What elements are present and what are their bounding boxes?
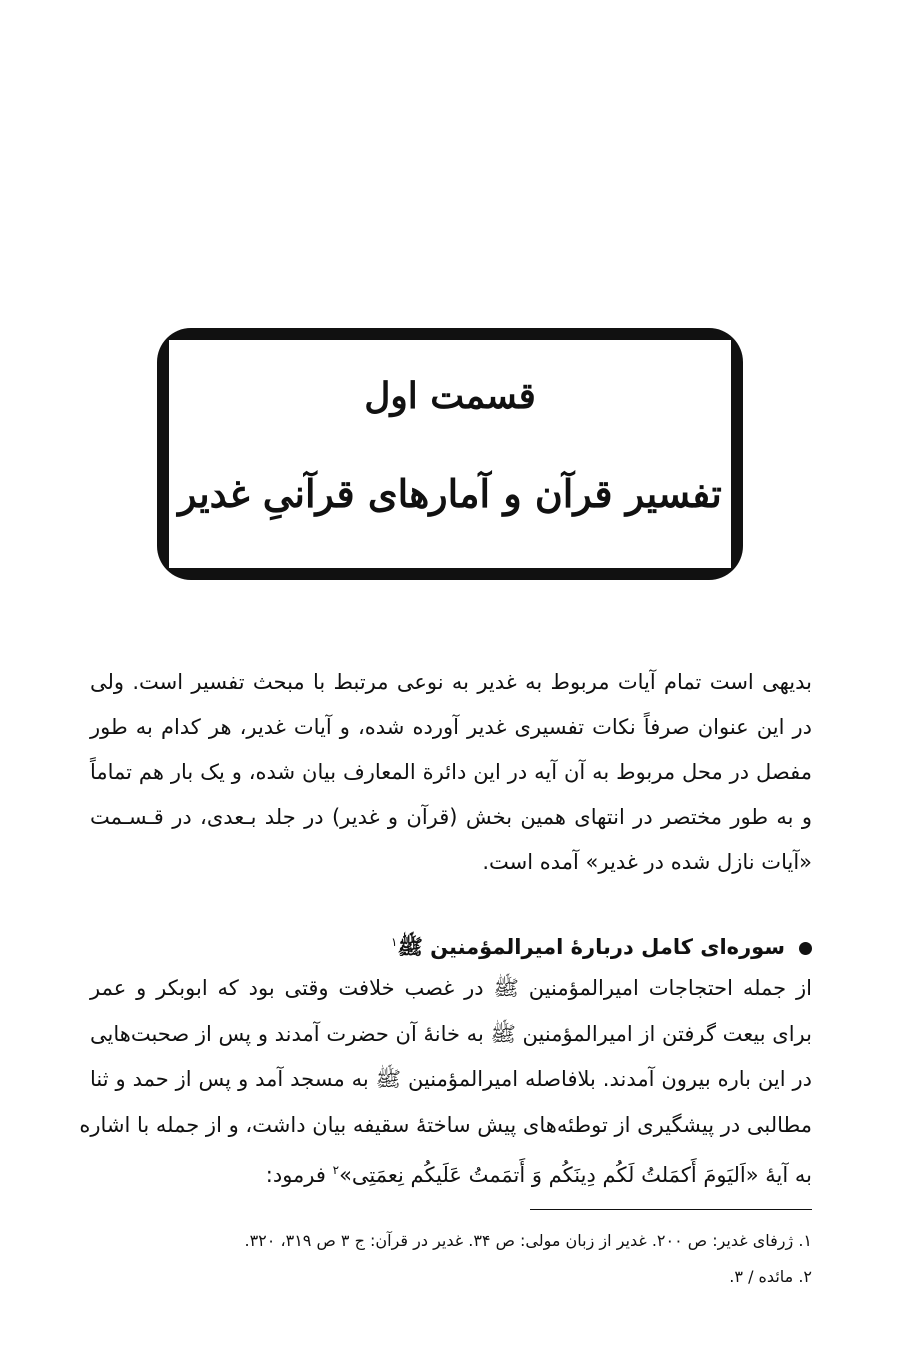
paragraph-line: «آیات نازل شده در غدیر» آمده است. (482, 850, 812, 874)
section-heading-text: سوره‌ای کامل دربارهٔ امیرالمؤمنین ﷺ (397, 935, 785, 959)
paragraph-line: بدیهی است تمام آیات مربوط به غدیر به نوعی مرتبط با مبحث تفسیر است. ولی (90, 670, 812, 694)
part-title: قسمت اول (364, 375, 536, 417)
paragraph-line: از جمله احتجاجات امیرالمؤمنین ﷺ در غصب خلافت وقتی بود که ابوبکر و عمر (90, 976, 812, 1000)
intro-paragraph (90, 660, 812, 885)
paragraph-line: در این باره بیرون آمدند. بلافاصله امیرالمؤمنین ﷺ به مسجد آمد و پس از حمد و ثنا (90, 1067, 812, 1091)
footnote: ٢. مائده / ٣. (729, 1267, 812, 1286)
paragraph-line: و به طور مختصر در انتهای همین بخش (قرآن و غدیر) در جلد بـعدی، در قـسـمت (90, 805, 812, 829)
part-subtitle: تفسیر قرآن و آمارهای قرآنیِ غدیر (178, 471, 722, 516)
footnote: ١. ژرفای غدیر: ص ٢٠٠. غدیر از زبان مولی: ص ٣۴. غدیر در قرآن: ج ٣ ص ٣١٩، ٣٢٠. (244, 1231, 812, 1250)
section-heading (90, 920, 812, 964)
quran-quote: به آیهٔ «اَلیَومَ أَکمَلتُ لَکُم دِینَکُم وَ أَتمَمتُ عَلَیکُم نِعمَتِی» (339, 1163, 812, 1187)
paragraph-line: مفصل در محل مربوط به آن آیه در این دائرة المعارف بیان شده، و یک بار هم تماماً (90, 760, 812, 784)
bullet-icon (799, 942, 812, 955)
footnote-ref: ١ (391, 935, 398, 949)
paragraph-line (90, 1148, 812, 1199)
paragraph-line-end: فرمود: (265, 1163, 333, 1187)
paragraph-line: مطالبی در پیشگیری از توطئه‌های پیش ساختهٔ سقیفه بیان داشت، و از جمله با اشاره (79, 1112, 812, 1137)
paragraph-line: برای بیعت گرفتن از امیرالمؤمنین ﷺ به خانهٔ آن حضرت آمدند و پس از صحبت‌هایی (90, 1021, 812, 1046)
footnote-divider (530, 1209, 812, 1210)
footnote-ref: ٢ (332, 1163, 340, 1177)
section-paragraph (79, 966, 812, 1199)
paragraph-line: در این عنوان صرفاً نکات تفسیری غدیر آورده شده، و آیات غدیر، هر کدام به طور (90, 715, 812, 739)
